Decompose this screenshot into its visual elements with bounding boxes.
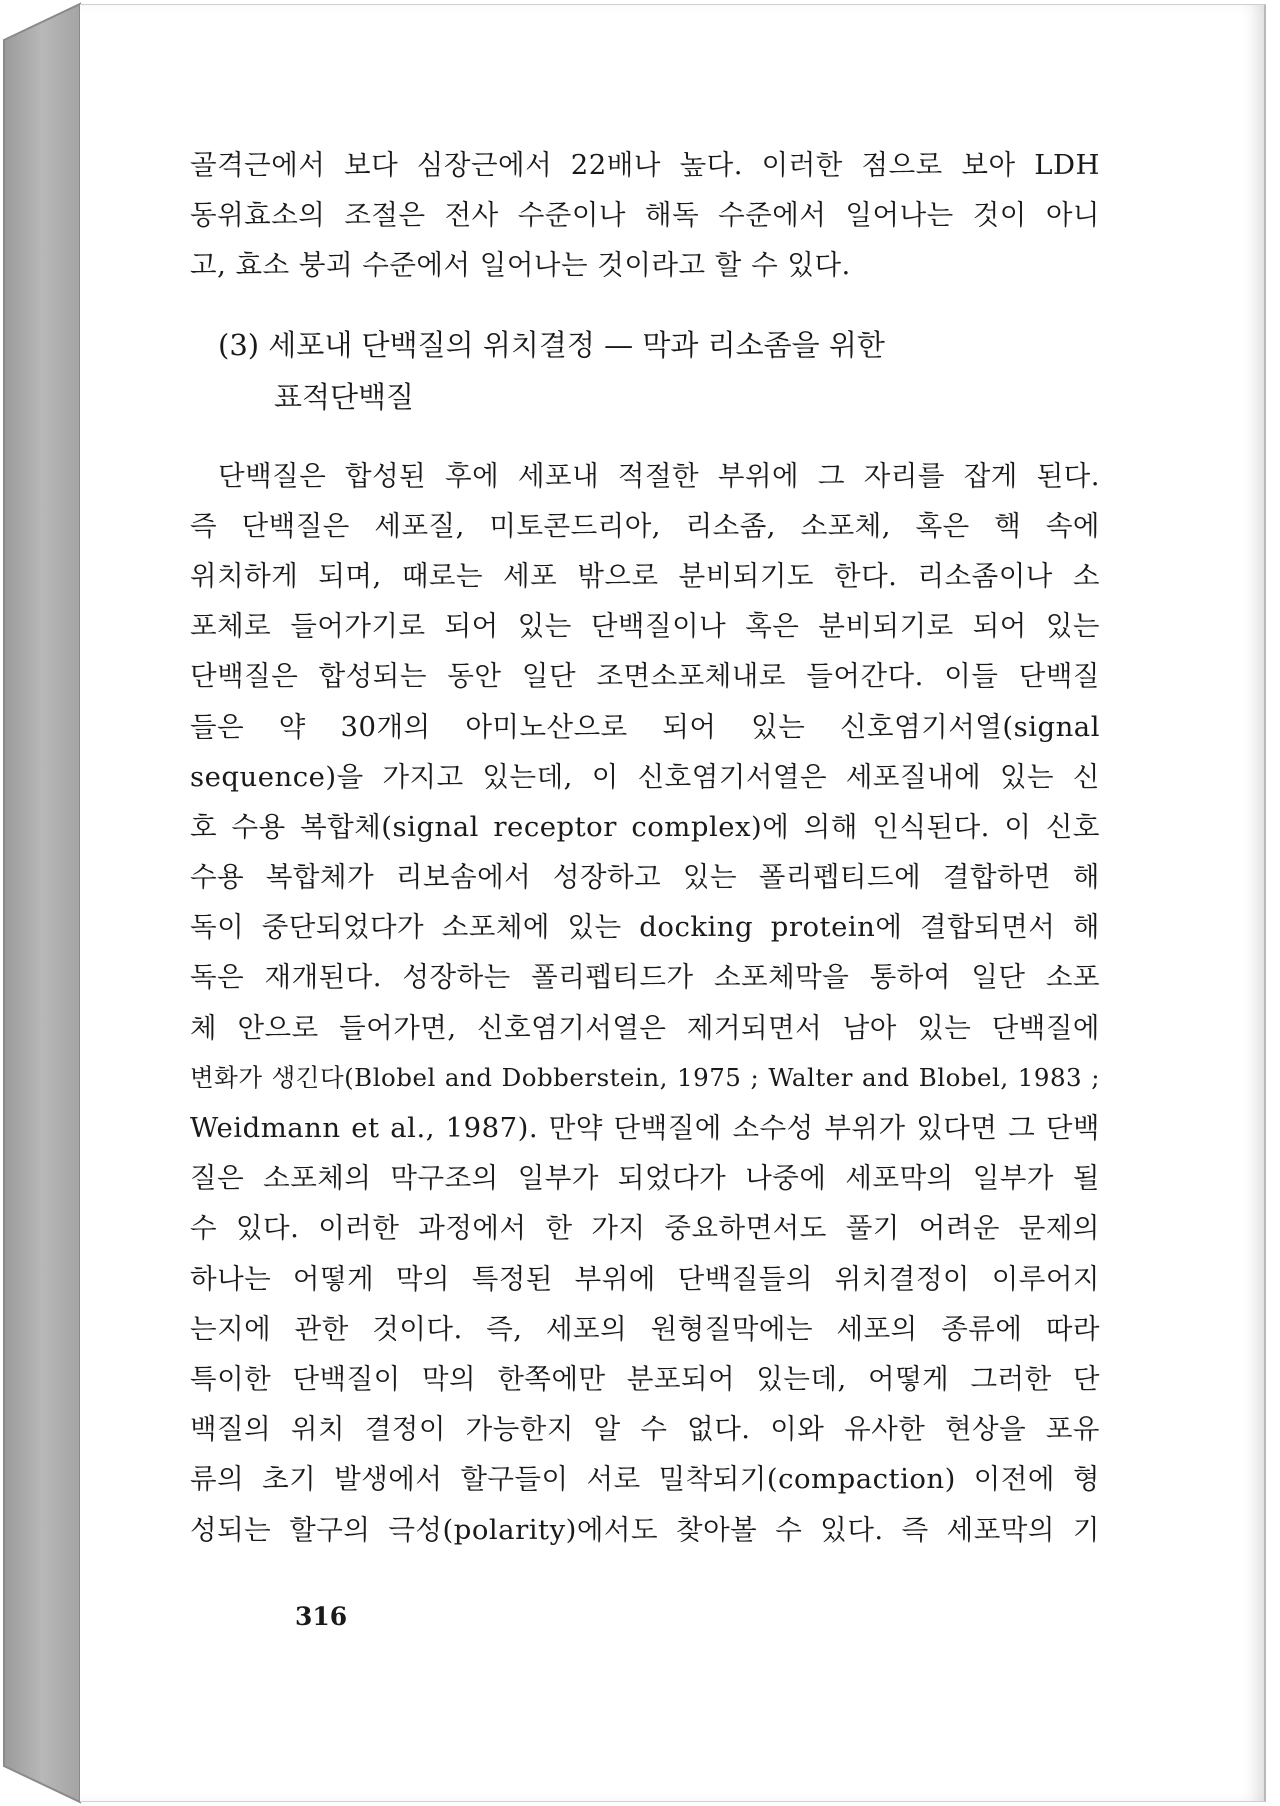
page-number: 316	[295, 1602, 348, 1631]
body-paragraph	[190, 451, 1100, 1555]
page-content	[190, 140, 1100, 1555]
text-line: 변화가 생긴다(Blobel and Dobberstein, 1975 ; Walter and Blobel, 1983 ;	[190, 1062, 1100, 1092]
text-line: 즉 단백질은 세포질, 미토콘드리아, 리소좀, 소포체, 혹은 핵 속에	[190, 509, 1100, 542]
text-line: 수 있다. 이러한 과정에서 한 가지 중요하면서도 풀기 어려운 문제의	[190, 1212, 1100, 1245]
intro-paragraph	[190, 140, 1100, 291]
text-line: 독은 재개된다. 성장하는 폴리펩티드가 소포체막을 통하여 일단 소포	[190, 961, 1100, 994]
text-line: 골격근에서 보다 심장근에서 22배나 높다. 이러한 점으로 보아 LDH	[190, 149, 1100, 181]
text-line: Weidmann et al., 1987). 만약 단백질에 소수성 부위가 있다면 그 단백	[190, 1112, 1100, 1144]
text-line: 단백질은 합성되는 동안 일단 조면소포체내로 들어간다. 이들 단백질	[190, 660, 1100, 693]
text-line: 체 안으로 들어가면, 신호염기서열은 제거되면서 남아 있는 단백질에	[190, 1011, 1100, 1044]
text-line: 위치하게 되며, 때로는 세포 밖으로 분비되기도 한다. 리소좀이나 소	[190, 559, 1100, 592]
section-heading-line: (3) 세포내 단백질의 위치결정 — 막과 리소좀을 위한	[218, 327, 885, 362]
text-line: 독이 중단되었다가 소포체에 있는 docking protein에 결합되면서 해	[190, 911, 1100, 944]
text-line: 는지에 관한 것이다. 즉, 세포의 원형질막에는 세포의 종류에 따라	[190, 1312, 1100, 1345]
spine-graphic	[2, 0, 82, 1806]
section-heading-line: 표적단백질	[274, 379, 415, 414]
text-line: 하나는 어떻게 막의 특정된 부위에 단백질들의 위치결정이 이루어지	[190, 1262, 1100, 1295]
section-heading	[190, 319, 1100, 423]
text-line: 들은 약 30개의 아미노산으로 되어 있는 신호염기서열(signal	[190, 710, 1100, 743]
text-line: 백질의 위치 결정이 가능한지 알 수 없다. 이와 유사한 현상을 포유	[190, 1413, 1100, 1446]
text-line: 질은 소포체의 막구조의 일부가 되었다가 나중에 세포막의 일부가 될	[190, 1162, 1100, 1195]
text-line: 성되는 할구의 극성(polarity)에서도 찾아볼 수 있다. 즉 세포막의 기	[190, 1513, 1100, 1546]
text-line: 특이한 단백질이 막의 한쪽에만 분포되어 있는데, 어떻게 그러한 단	[190, 1362, 1100, 1395]
text-line: 단백질은 합성된 후에 세포내 적절한 부위에 그 자리를 잡게 된다.	[218, 459, 1100, 492]
text-line: 동위효소의 조절은 전사 수준이나 해독 수준에서 일어나는 것이 아니	[190, 199, 1100, 232]
text-line: 호 수용 복합체(signal receptor complex)에 의해 인식된다. 이 신호	[190, 810, 1100, 843]
text-line: 포체로 들어가기로 되어 있는 단백질이나 혹은 분비되기로 되어 있는	[190, 610, 1100, 643]
spacer	[190, 423, 1100, 451]
book-spine	[2, 0, 82, 1806]
text-line: 류의 초기 발생에서 할구들이 서로 밀착되기(compaction) 이전에 형	[190, 1463, 1100, 1496]
text-line: 고, 효소 붕괴 수준에서 일어나는 것이라고 할 수 있다.	[190, 249, 851, 282]
spacer	[190, 291, 1100, 319]
text-line: sequence)을 가지고 있는데, 이 신호염기서열은 세포질내에 있는 신	[190, 760, 1100, 793]
text-line: 수용 복합체가 리보솜에서 성장하고 있는 폴리펩티드에 결합하면 해	[190, 861, 1100, 894]
